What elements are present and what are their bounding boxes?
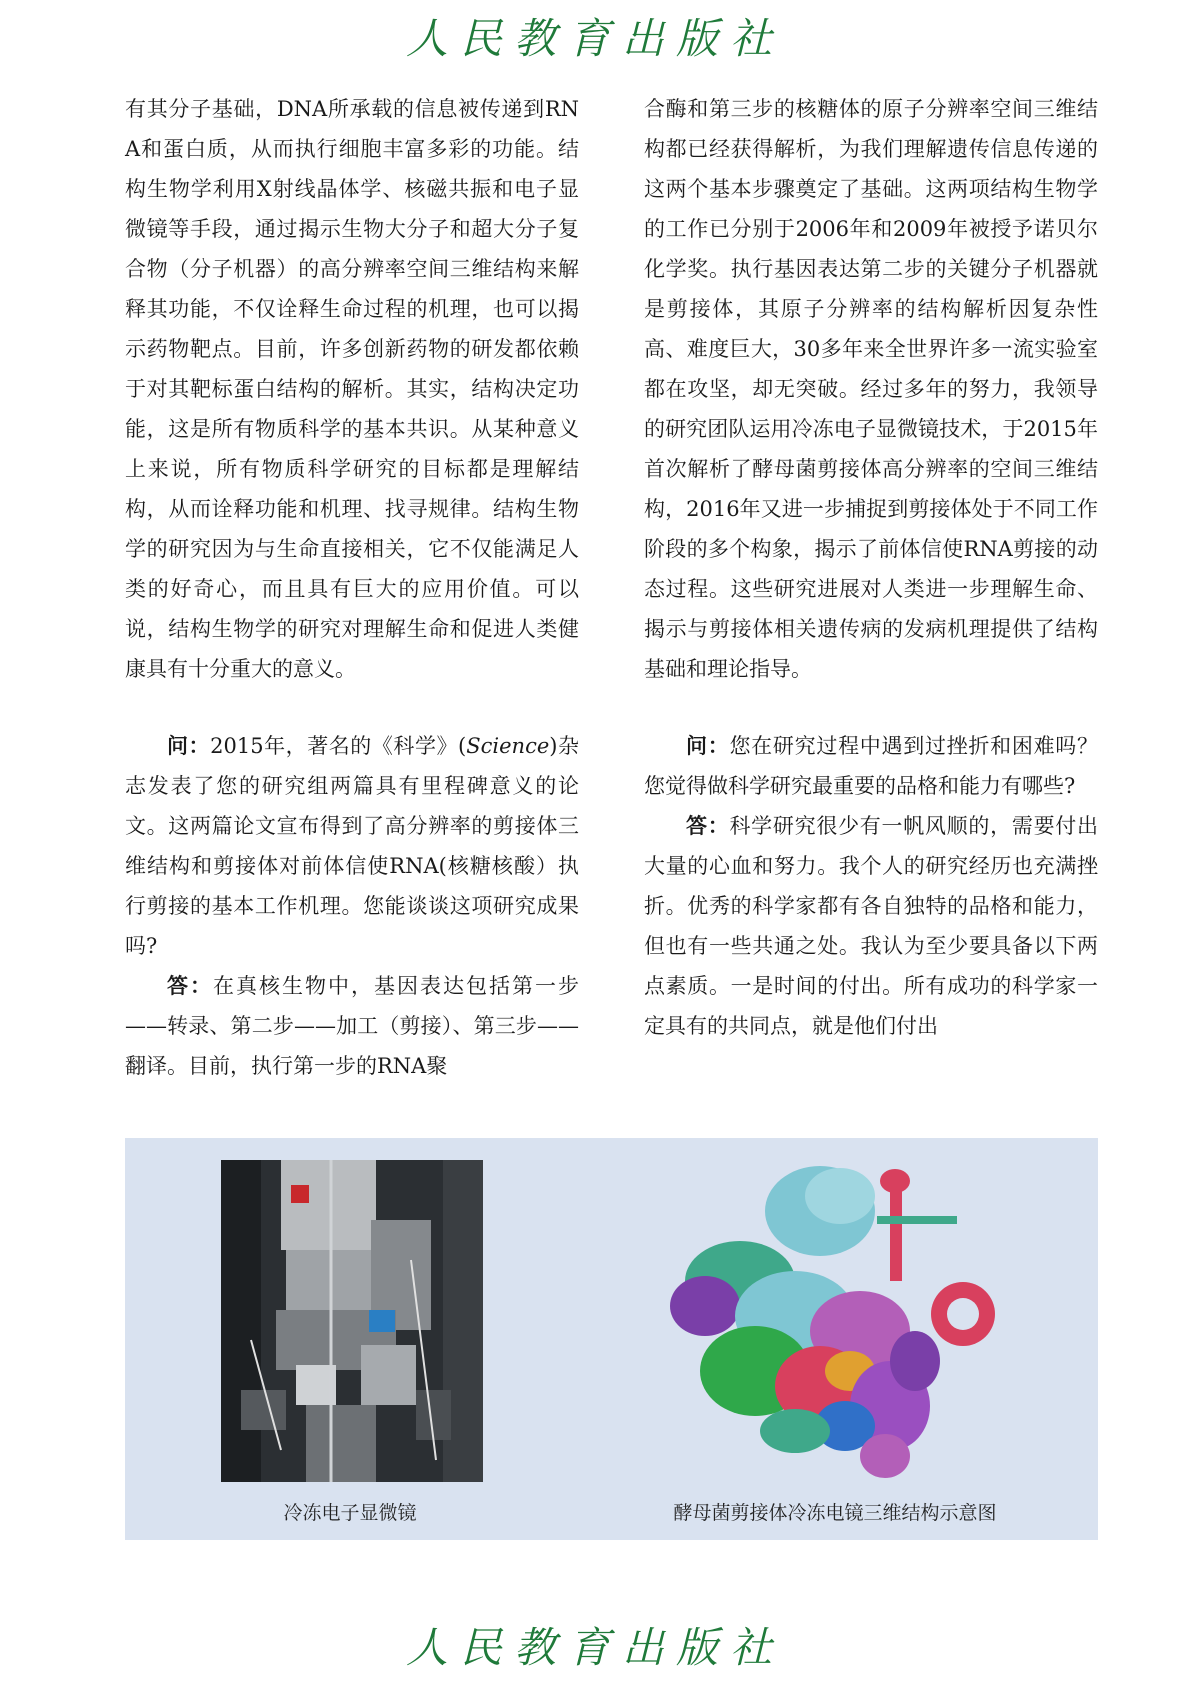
journal-name: Science — [466, 734, 550, 758]
answer-text: 在真核生物中，基因表达包括第一步——转录、第二步——加工（剪接）、第三步——翻译。目前，执行第一步的RNA聚 — [125, 974, 579, 1078]
right-column — [644, 89, 1098, 1046]
question-text: 您在研究过程中遇到过挫折和困难吗？您觉得做科学研究最重要的品格和能力有哪些? — [644, 734, 1099, 798]
microscope-illustration — [221, 1160, 483, 1482]
spliceosome-structure-image — [645, 1156, 1025, 1491]
answer-label: 答： — [686, 813, 730, 838]
answer-label: 答： — [167, 973, 213, 998]
figure-panel — [125, 1138, 1098, 1540]
publisher-logo-header: 人民教育出版社 — [405, 14, 784, 63]
answer-text: 科学研究很少有一帆风顺的，需要付出大量的心血和努力。我个人的研究经历也充满挫折。优秀的科学家都有各自独特的品格和能力，但也有一些共通之处。我认为至少要具备以下两点素质。一是时间的付出。所有成功的科学家一定具有的共同点，就是他们付出 — [644, 814, 1099, 1038]
right-question-paragraph — [644, 726, 1098, 806]
publisher-logo-footer: 人民教育出版社 — [405, 1623, 784, 1672]
spliceosome-caption: 酵母菌剪接体冷冻电镜三维结构示意图 — [673, 1502, 997, 1524]
question-text-part2: )杂志发表了您的研究组两篇具有里程碑意义的论文。这两篇论文宣布得到了高分辨率的剪接体三维结构和剪接体对前体信使RNA(核糖核酸）执行剪接的基本工作机理。您能谈谈这项研究成果吗? — [125, 734, 580, 958]
question-label: 问： — [686, 733, 730, 758]
question-label: 问： — [167, 733, 211, 758]
left-column — [125, 89, 579, 1086]
cryo-electron-microscope-photo — [221, 1160, 483, 1482]
right-intro-paragraph: 合酶和第三步的核糖体的原子分辨率空间三维结构都已经获得解析，为我们理解遗传信息传递的这两个基本步骤奠定了基础。这两项结构生物学的工作已分别于2006年和2009年被授予诺贝尔化学奖。执行基因表达第二步的关键分子机器就是剪接体，其原子分辨率的结构解析因复杂性高、难度巨大，30多年来全世界许多一流实验室都在攻坚，却无突破。经过多年的努力，我领导的研究团队运用冷冻电子显微镜技术，于2015年首次解析了酵母菌剪接体高分辨率的空间三维结构，2016年又进一步捕捉到剪接体处于不同工作阶段的多个构象，揭示了前体信使RNA剪接的动态过程。这些研究进展对人类进一步理解生命、揭示与剪接体相关遗传病的发病机理提供了结构基础和理论指导。 — [644, 97, 1098, 681]
right-answer-paragraph — [644, 806, 1098, 1046]
microscope-caption: 冷冻电子显微镜 — [283, 1502, 417, 1524]
spliceosome-illustration — [645, 1156, 1025, 1491]
left-question-paragraph — [125, 726, 579, 966]
question-text-part1: 2015年，著名的《科学》( — [210, 734, 467, 758]
left-answer-paragraph — [125, 966, 579, 1086]
left-intro-paragraph: 有其分子基础，DNA所承载的信息被传递到RNA和蛋白质，从而执行细胞丰富多彩的功能。结构生物学利用X射线晶体学、核磁共振和电子显微镜等手段，通过揭示生物大分子和超大分子复合物（分子机器）的高分辨率空间三维结构来解释其功能，不仅诠释生命过程的机理，也可以揭示药物靶点。目前，许多创新药物的研发都依赖于对其靶标蛋白结构的解析。其实，结构决定功能，这是所有物质科学的基本共识。从某种意义上来说，所有物质科学研究的目标都是理解结构，从而诠释功能和机理、找寻规律。结构生物学的研究因为与生命直接相关，它不仅能满足人类的好奇心，而且具有巨大的应用价值。可以说，结构生物学的研究对理解生命和促进人类健康具有十分重大的意义。 — [125, 97, 579, 681]
